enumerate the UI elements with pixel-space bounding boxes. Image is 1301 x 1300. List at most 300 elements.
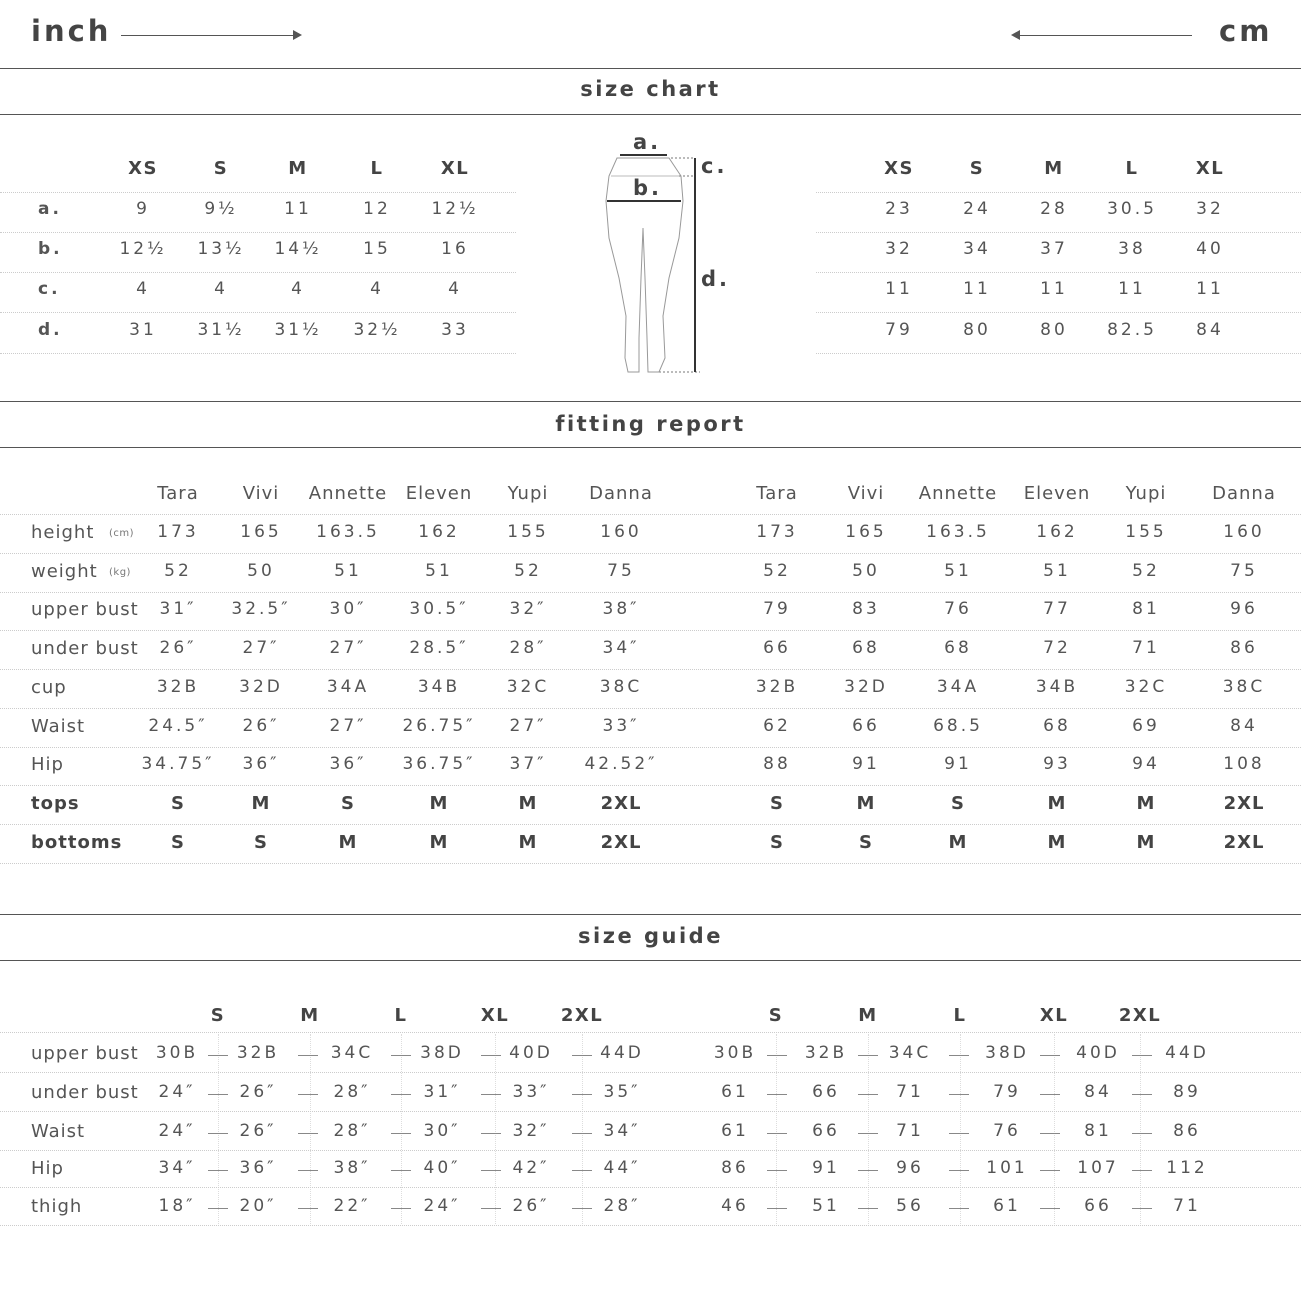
table-cell: 51 (425, 561, 453, 581)
row-divider (0, 553, 1301, 554)
row-divider (0, 514, 1301, 515)
range-dash (481, 1170, 501, 1171)
table-cell: 34C (888, 1043, 932, 1063)
table-cell: 38C (599, 677, 643, 697)
table-cell: 66 (812, 1121, 840, 1141)
table-cell: 11 (1196, 279, 1224, 299)
table-cell: 32″ (512, 1121, 550, 1141)
size-header: XL (1039, 1005, 1069, 1026)
divider (0, 401, 1301, 402)
column-guide (1140, 1034, 1141, 1224)
table-cell: M (251, 793, 271, 814)
table-cell: 162 (418, 522, 460, 542)
table-cell: 34″ (603, 1121, 641, 1141)
table-cell: 107 (1077, 1158, 1119, 1178)
model-name: Yupi (507, 483, 549, 504)
column-guide (868, 1034, 869, 1224)
table-cell: 68 (1043, 716, 1071, 736)
table-cell: 30B (713, 1043, 757, 1063)
range-dash (1132, 1170, 1152, 1171)
table-cell: 28″ (603, 1196, 641, 1216)
size-header: 2XL (1118, 1005, 1162, 1026)
row-label: weight (31, 561, 98, 582)
table-cell: 38D (420, 1043, 464, 1063)
table-cell: 33 (441, 320, 469, 340)
row-divider (816, 272, 1301, 273)
table-cell: 76 (993, 1121, 1021, 1141)
unit-cm-label: cm (1219, 14, 1273, 48)
table-cell: 71 (1173, 1196, 1201, 1216)
table-cell: 2XL (1223, 832, 1265, 853)
table-cell: 42.52″ (584, 754, 658, 774)
table-cell: 34″ (602, 638, 640, 658)
table-cell: 36″ (239, 1158, 277, 1178)
table-cell: 75 (607, 561, 635, 581)
table-cell: M (1136, 793, 1156, 814)
table-cell: 32″ (509, 599, 547, 619)
table-cell: S (254, 832, 268, 853)
range-dash (767, 1094, 787, 1095)
column-guide (960, 1034, 961, 1224)
row-label: under bust (31, 638, 139, 659)
row-label: c. (38, 279, 61, 299)
table-cell: 82.5 (1107, 320, 1157, 340)
row-label: Hip (31, 754, 64, 775)
table-cell: 94 (1132, 754, 1160, 774)
table-cell: S (171, 832, 185, 853)
table-cell: M (856, 793, 876, 814)
table-cell: 66 (852, 716, 880, 736)
divider (0, 447, 1301, 448)
table-cell: 173 (756, 522, 798, 542)
table-cell: 66 (812, 1082, 840, 1102)
table-cell: 86 (1230, 638, 1258, 658)
table-cell: 44″ (603, 1158, 641, 1178)
table-cell: 32C (1124, 677, 1168, 697)
table-cell: 28″ (333, 1121, 371, 1141)
table-cell: 24″ (423, 1196, 461, 1216)
table-cell: 165 (845, 522, 887, 542)
size-header: XL (440, 158, 470, 179)
range-dash (949, 1094, 969, 1095)
table-cell: S (770, 793, 784, 814)
column-guide (1054, 1034, 1055, 1224)
model-name: Danna (589, 483, 653, 504)
table-cell: 32C (506, 677, 550, 697)
row-label: height (31, 522, 95, 543)
table-cell: 36″ (329, 754, 367, 774)
table-cell: 32D (844, 677, 888, 697)
unit-note: (cm) (109, 528, 135, 539)
table-cell: S (859, 832, 873, 853)
arrow-right-icon (293, 30, 302, 40)
row-divider (0, 1225, 1301, 1226)
range-dash (481, 1133, 501, 1134)
table-cell: 4 (370, 279, 384, 299)
table-cell: 28 (1040, 199, 1068, 219)
arrow-right-line (121, 35, 296, 36)
table-cell: M (518, 793, 538, 814)
table-cell: S (171, 793, 185, 814)
table-cell: 30B (155, 1043, 199, 1063)
table-cell: 26.75″ (402, 716, 476, 736)
table-cell: 108 (1223, 754, 1265, 774)
table-cell: 79 (993, 1082, 1021, 1102)
table-cell: 27″ (242, 638, 280, 658)
table-cell: 84 (1084, 1082, 1112, 1102)
range-dash (949, 1170, 969, 1171)
table-cell: 11 (1040, 279, 1068, 299)
table-cell: 160 (600, 522, 642, 542)
divider (0, 960, 1301, 961)
unit-inch-label: inch (31, 14, 112, 48)
range-dash (572, 1094, 592, 1095)
size-header: S (210, 1005, 226, 1026)
row-divider (0, 1032, 1301, 1033)
range-dash (298, 1170, 318, 1171)
column-guide (582, 1034, 583, 1224)
table-cell: 2XL (600, 832, 642, 853)
table-cell: 76 (944, 599, 972, 619)
table-cell: 31½ (197, 320, 245, 340)
table-cell: 50 (247, 561, 275, 581)
table-cell: 26″ (512, 1196, 550, 1216)
table-cell: 34A (936, 677, 980, 697)
table-cell: 4 (291, 279, 305, 299)
table-cell: 83 (852, 599, 880, 619)
row-label: under bust (31, 1082, 139, 1103)
size-header: 2XL (560, 1005, 604, 1026)
range-dash (391, 1055, 411, 1056)
size-header: XL (480, 1005, 510, 1026)
range-dash (1040, 1208, 1060, 1209)
table-cell: 101 (986, 1158, 1028, 1178)
table-cell: 31″ (159, 599, 197, 619)
range-dash (298, 1055, 318, 1056)
table-cell: M (429, 832, 449, 853)
table-cell: 30.5″ (409, 599, 469, 619)
table-cell: 2XL (1223, 793, 1265, 814)
table-cell: 18″ (158, 1196, 196, 1216)
table-cell: 56 (896, 1196, 924, 1216)
range-dash (391, 1133, 411, 1134)
table-cell: 24 (963, 199, 991, 219)
size-header: L (370, 158, 384, 179)
range-dash (949, 1208, 969, 1209)
range-dash (1040, 1094, 1060, 1095)
table-cell: 32 (1196, 199, 1224, 219)
range-dash (481, 1094, 501, 1095)
table-cell: 12 (363, 199, 391, 219)
table-cell: 86 (1173, 1121, 1201, 1141)
range-dash (208, 1133, 228, 1134)
table-cell: 31″ (423, 1082, 461, 1102)
table-cell: S (770, 832, 784, 853)
table-cell: 11 (885, 279, 913, 299)
column-guide (310, 1034, 311, 1224)
range-dash (858, 1094, 878, 1095)
row-divider (0, 232, 516, 233)
row-divider (0, 863, 1301, 864)
range-dash (949, 1133, 969, 1134)
row-divider (816, 353, 1301, 354)
unit-note: (kg) (109, 567, 131, 578)
range-dash (1132, 1055, 1152, 1056)
table-cell: 42″ (512, 1158, 550, 1178)
size-header: XS (128, 158, 158, 179)
model-name: Annette (918, 483, 998, 504)
table-cell: 27″ (509, 716, 547, 736)
table-cell: 13½ (197, 239, 245, 259)
table-cell: 79 (885, 320, 913, 340)
row-label: thigh (31, 1196, 83, 1217)
size-header: L (953, 1005, 967, 1026)
table-cell: 79 (763, 599, 791, 619)
table-cell: 86 (721, 1158, 749, 1178)
row-divider (0, 1111, 1301, 1112)
divider (0, 914, 1301, 915)
table-cell: M (948, 832, 968, 853)
table-cell: 162 (1036, 522, 1078, 542)
table-cell: 32B (236, 1043, 280, 1063)
table-cell: 68 (944, 638, 972, 658)
table-cell: 52 (514, 561, 542, 581)
row-label: bottoms (31, 832, 123, 853)
table-cell: 4 (214, 279, 228, 299)
row-label: d. (38, 320, 63, 340)
table-cell: 30″ (423, 1121, 461, 1141)
size-header: L (394, 1005, 408, 1026)
table-cell: 28″ (333, 1082, 371, 1102)
table-cell: 2XL (600, 793, 642, 814)
row-label: tops (31, 793, 80, 814)
divider (0, 68, 1301, 69)
table-cell: 38C (1222, 677, 1266, 697)
table-cell: 52 (763, 561, 791, 581)
table-cell: 16 (441, 239, 469, 259)
table-cell: 93 (1043, 754, 1071, 774)
range-dash (858, 1055, 878, 1056)
row-divider (0, 824, 1301, 825)
range-dash (767, 1208, 787, 1209)
size-header: XS (884, 158, 914, 179)
range-dash (298, 1133, 318, 1134)
table-cell: M (1047, 832, 1067, 853)
table-cell: 160 (1223, 522, 1265, 542)
table-cell: 38″ (602, 599, 640, 619)
range-dash (1040, 1170, 1060, 1171)
table-cell: 46 (721, 1196, 749, 1216)
size-header: M (300, 1005, 320, 1026)
range-dash (298, 1094, 318, 1095)
row-divider (0, 747, 1301, 748)
table-cell: 37″ (509, 754, 547, 774)
table-cell: 40D (509, 1043, 553, 1063)
range-dash (481, 1208, 501, 1209)
range-dash (858, 1133, 878, 1134)
table-cell: 81 (1084, 1121, 1112, 1141)
table-cell: 22″ (333, 1196, 371, 1216)
section-title-size-guide: size guide (578, 924, 723, 948)
range-dash (858, 1170, 878, 1171)
table-cell: 30.5 (1107, 199, 1157, 219)
table-cell: 31 (129, 320, 157, 340)
table-cell: 40D (1076, 1043, 1120, 1063)
range-dash (208, 1094, 228, 1095)
table-cell: 34B (417, 677, 461, 697)
row-divider (816, 312, 1301, 313)
table-cell: 71 (1132, 638, 1160, 658)
table-cell: 27″ (329, 638, 367, 658)
row-label: upper bust (31, 599, 139, 620)
size-header: L (1125, 158, 1139, 179)
table-cell: 155 (507, 522, 549, 542)
table-cell: 75 (1230, 561, 1258, 581)
diagram-label-d: d. (701, 267, 731, 291)
range-dash (208, 1055, 228, 1056)
table-cell: 68.5 (933, 716, 983, 736)
range-dash (767, 1170, 787, 1171)
table-cell: 32B (804, 1043, 848, 1063)
model-name: Danna (1212, 483, 1276, 504)
table-cell: 14½ (274, 239, 322, 259)
row-divider (0, 592, 1301, 593)
range-dash (208, 1170, 228, 1171)
range-dash (1132, 1133, 1152, 1134)
range-dash (572, 1055, 592, 1056)
table-cell: 163.5 (926, 522, 990, 542)
table-cell: S (341, 793, 355, 814)
row-divider (0, 192, 516, 193)
divider (0, 114, 1301, 115)
table-cell: 26″ (242, 716, 280, 736)
table-cell: 52 (1132, 561, 1160, 581)
model-name: Vivi (242, 483, 280, 504)
table-cell: 51 (812, 1196, 840, 1216)
row-divider (0, 1072, 1301, 1073)
table-cell: M (518, 832, 538, 853)
table-cell: 34A (326, 677, 370, 697)
table-cell: 34″ (158, 1158, 196, 1178)
size-header: XL (1195, 158, 1225, 179)
table-cell: 61 (721, 1121, 749, 1141)
table-cell: 9 (136, 199, 150, 219)
row-label: Hip (31, 1158, 64, 1179)
table-cell: 72 (1043, 638, 1071, 658)
row-divider (816, 192, 1301, 193)
table-cell: 32B (156, 677, 200, 697)
table-cell: 112 (1166, 1158, 1208, 1178)
table-cell: M (1047, 793, 1067, 814)
table-cell: 24.5″ (148, 716, 208, 736)
table-cell: 9½ (204, 199, 238, 219)
table-cell: 15 (363, 239, 391, 259)
table-cell: 155 (1125, 522, 1167, 542)
table-cell: M (429, 793, 449, 814)
table-cell: 51 (1043, 561, 1071, 581)
table-cell: 26″ (239, 1121, 277, 1141)
table-cell: 84 (1196, 320, 1224, 340)
table-cell: 32D (239, 677, 283, 697)
model-name: Yupi (1125, 483, 1167, 504)
model-name: Vivi (847, 483, 885, 504)
table-cell: 34.75″ (141, 754, 215, 774)
range-dash (1132, 1094, 1152, 1095)
row-label: Waist (31, 716, 86, 737)
table-cell: 32B (755, 677, 799, 697)
table-cell: 28″ (509, 638, 547, 658)
table-cell: 69 (1132, 716, 1160, 736)
size-header: M (858, 1005, 878, 1026)
table-cell: 89 (1173, 1082, 1201, 1102)
table-cell: 34C (330, 1043, 374, 1063)
range-dash (767, 1055, 787, 1056)
row-label: a. (38, 199, 62, 219)
table-cell: 23 (885, 199, 913, 219)
range-dash (767, 1133, 787, 1134)
table-cell: 80 (963, 320, 991, 340)
table-cell: 36.75″ (402, 754, 476, 774)
row-label: cup (31, 677, 67, 698)
size-header: M (1044, 158, 1064, 179)
model-name: Eleven (1023, 483, 1091, 504)
size-header: S (213, 158, 229, 179)
table-cell: 11 (1118, 279, 1146, 299)
range-dash (1040, 1133, 1060, 1134)
table-cell: 51 (944, 561, 972, 581)
table-cell: 31½ (274, 320, 322, 340)
range-dash (949, 1055, 969, 1056)
table-cell: 26″ (159, 638, 197, 658)
model-name: Annette (308, 483, 388, 504)
column-guide (401, 1034, 402, 1224)
table-cell: 26″ (239, 1082, 277, 1102)
diagram-label-c: c. (701, 154, 728, 178)
arrow-left-line (1018, 35, 1192, 36)
section-title-size-chart: size chart (580, 77, 721, 101)
table-cell: 4 (136, 279, 150, 299)
table-cell: 173 (157, 522, 199, 542)
table-cell: 50 (852, 561, 880, 581)
table-cell: 20″ (239, 1196, 277, 1216)
table-cell: 40″ (423, 1158, 461, 1178)
table-cell: 91 (944, 754, 972, 774)
size-header: S (768, 1005, 784, 1026)
table-cell: 32 (885, 239, 913, 259)
column-guide (218, 1034, 219, 1224)
table-cell: 84 (1230, 716, 1258, 736)
row-divider (0, 785, 1301, 786)
range-dash (572, 1133, 592, 1134)
table-cell: 27″ (329, 716, 367, 736)
table-cell: S (951, 793, 965, 814)
table-cell: 37 (1040, 239, 1068, 259)
table-cell: 33″ (602, 716, 640, 736)
table-cell: 77 (1043, 599, 1071, 619)
column-guide (495, 1034, 496, 1224)
row-divider (0, 708, 1301, 709)
table-cell: 44D (1165, 1043, 1209, 1063)
table-cell: 71 (896, 1121, 924, 1141)
row-label: upper bust (31, 1043, 139, 1064)
range-dash (391, 1170, 411, 1171)
table-cell: 38D (985, 1043, 1029, 1063)
row-label: b. (38, 239, 63, 259)
diagram-label-b: b. (633, 176, 663, 200)
table-cell: 165 (240, 522, 282, 542)
table-cell: 12½ (119, 239, 167, 259)
row-divider (0, 312, 516, 313)
